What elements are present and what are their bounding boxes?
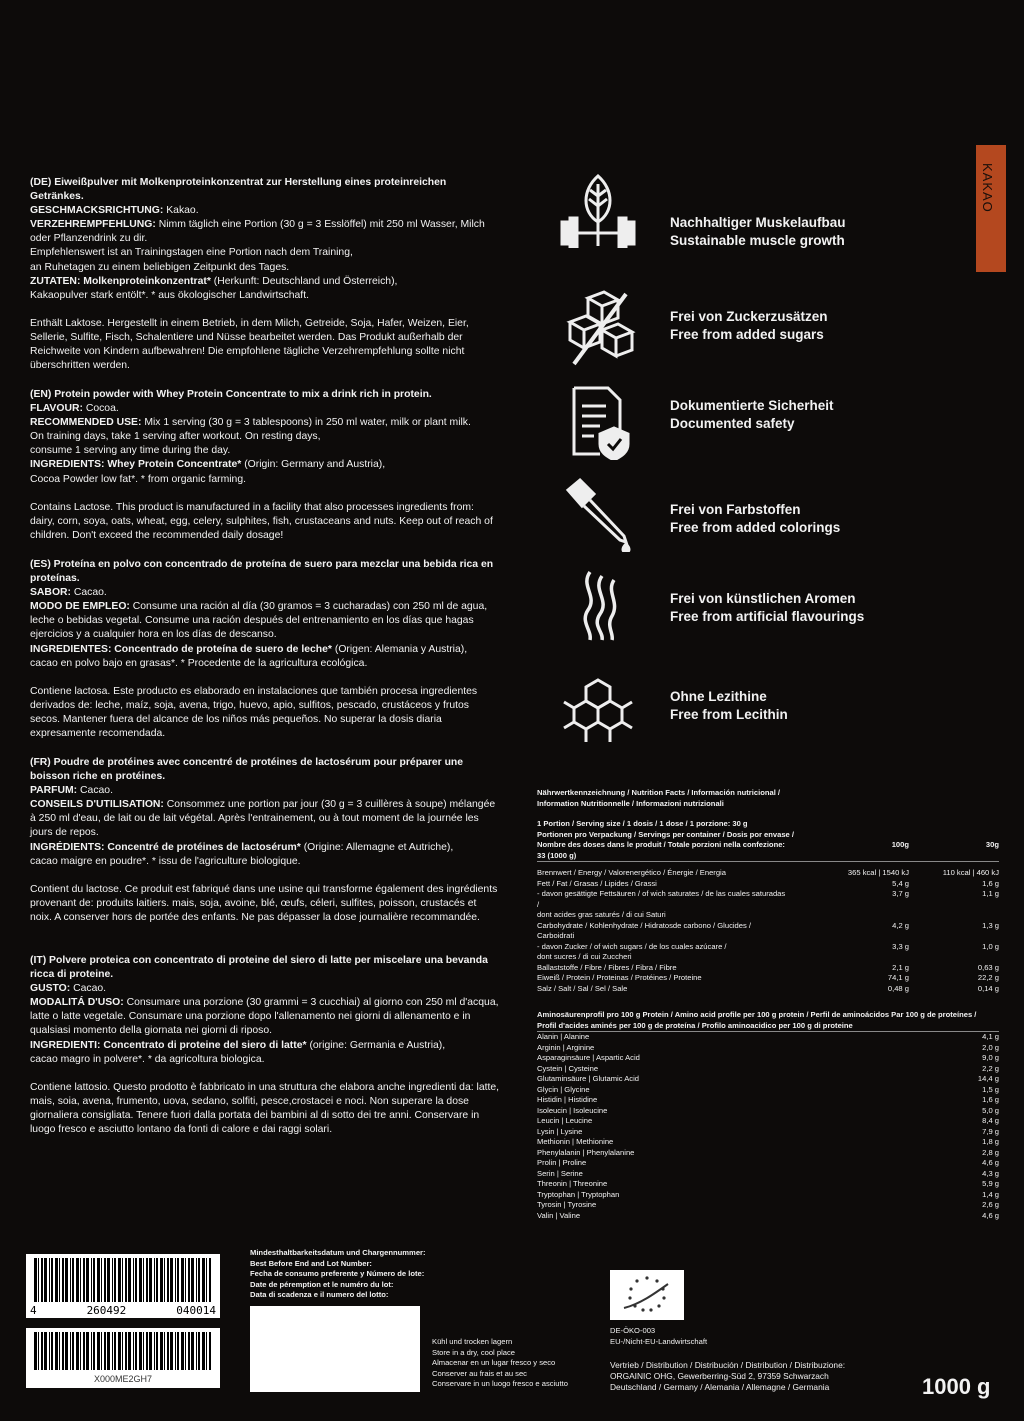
en-use2: On training days, take 1 serving after workout. On resting days, xyxy=(30,431,321,443)
amino-row-label: Isoleucin | Isoleucine xyxy=(537,1105,608,1115)
amino-row xyxy=(537,1095,999,1106)
feature-lecithin-de: Ohne Lezithine xyxy=(670,689,767,704)
storage-line-2: Store in a dry, cool place xyxy=(432,1347,516,1357)
amino-row-value: 8,4 g xyxy=(982,1116,999,1125)
bbe-block xyxy=(250,1248,426,1301)
es-allergen: Contiene lactosa. Este producto es elaborado en instalaciones que también procesa ingredientes derivados de: leche, maíz, soja, avena, trigo, huevo, apio, sulfitos, pescado, crustáceos y frutos secos. Mantener fuera del alcance de los niños más pequeños. No superar la dosis diaria expresamente recomendada. xyxy=(30,685,478,740)
nutrition-row-label: Ballaststoffe / Fibre / Fibres / Fibra / Fibre xyxy=(537,962,677,972)
it-ing2: cacao magro in polvere*. * da agricoltura biologica. xyxy=(30,1053,265,1065)
section-fr xyxy=(30,756,500,925)
fr-ing2: cacao maigre en poudre*. * issu de l'agriculture biologique. xyxy=(30,855,301,867)
amino-row xyxy=(537,1032,999,1043)
amino-row-value: 7,9 g xyxy=(982,1126,999,1136)
bbe-line-4: Date de péremption et le numéro du lot: xyxy=(250,1279,394,1289)
es-ing: (Origen: Alemania y Austria), xyxy=(334,643,468,655)
feature-colorings xyxy=(560,476,960,556)
nutrition-row xyxy=(537,921,999,942)
nutrition-row xyxy=(537,963,999,974)
en-flavour-label: FLAVOUR: xyxy=(30,403,83,415)
nutrition-row xyxy=(537,879,999,890)
amino-row-label: Lysin | Lysine xyxy=(537,1126,583,1136)
amino-row xyxy=(537,1148,999,1159)
it-ing-label: INGREDIENTI: Concentrato di proteine del siero di latte* xyxy=(30,1039,307,1051)
distribution-line-1: Vertrieb / Distribution / Distribución / Distribution / Distribuzione: xyxy=(610,1360,846,1370)
no-sugar-cubes-icon xyxy=(560,290,636,366)
storage-line-3: Almacenar en un lugar fresco y seco xyxy=(432,1358,556,1367)
amino-profile xyxy=(537,1010,999,1221)
aroma-waves-icon xyxy=(560,566,636,642)
nutrition-row xyxy=(537,984,999,995)
bbe-line-1: Mindesthaltbarkeitsdatum und Chargennummer: xyxy=(250,1248,426,1257)
amino-row-value: 4,1 g xyxy=(982,1032,999,1041)
feature-aromas-en: Free from artificial flavourings xyxy=(670,609,865,624)
eu-organic-logo xyxy=(610,1270,684,1320)
fr-flavour-label: PARFUM: xyxy=(30,785,78,797)
nutrition-row xyxy=(537,973,999,984)
de-flavour-label: GESCHMACKSRICHTUNG: xyxy=(30,205,164,217)
amino-row-label: Histidin | Histidine xyxy=(537,1095,598,1104)
nutrition-row-30g: 110 kcal | 460 kJ xyxy=(942,868,999,877)
feature-muscle-de: Nachhaltiger Muskelaufbau xyxy=(670,215,846,230)
amino-row-value: 2,6 g xyxy=(982,1200,999,1209)
nutrition-row-label: Carbohydrate / Kohlenhydrate / Hidratosde carbono / Glucides / Carboidrati xyxy=(537,920,752,940)
feature-lecithin xyxy=(560,676,960,756)
amino-row xyxy=(537,1053,999,1064)
feature-colorings-en: Free from added colorings xyxy=(670,520,841,535)
nutrition-heading1: Nährwertkennzeichnung / Nutrition Facts / Información nutricional / xyxy=(537,788,781,797)
nutrition-row-100g xyxy=(789,910,909,921)
flavour-tab-label: KAKAO xyxy=(980,163,995,213)
amino-row-label: Leucin | Leucine xyxy=(537,1116,593,1125)
nutrition-portion1: 1 Portion / Serving size / 1 dosis / 1 dose / 1 porzione: 30 g xyxy=(537,819,748,828)
amino-heading1: Aminosäurenprofil pro 100 g Protein / Amino acid profile per 100 g protein / Perfil de aminoácidos Par 100 g de proteínes / xyxy=(537,1010,977,1019)
it-title: (IT) Polvere proteica con concentrato di proteine del siero di latte per miscelare una bevanda ricca di proteine. xyxy=(30,955,488,981)
en-ing2: Cocoa Powder low fat*. * from organic farming. xyxy=(30,473,246,485)
nutrition-row-label: Salz / Salt / Sal / Sel / Sale xyxy=(537,983,628,993)
amino-row-value: 14,4 g xyxy=(977,1074,999,1083)
en-ing-label: INGREDIENTS: Whey Protein Concentrate* xyxy=(30,459,242,471)
amino-row-value: 2,0 g xyxy=(982,1042,999,1052)
nutrition-row-label: dont acides gras saturés / di cui Saturi xyxy=(537,910,666,919)
nutrition-row-label: - davon Zucker / of wich sugars / de los cuales azúcare / xyxy=(537,941,727,951)
de-allergen: Enthält Laktose. Hergestellt in einem Betrieb, in dem Milch, Getreide, Soja, Hafer, Weizen, Eier, Sellerie, Sulfite, Fisch, Schalentiere und Nüsse bearbeitet werden. Das Produkt außerhalb der Reichweite von Kindern aufbewahren! Die empfohlene tägliche Verzehrempfehlung sollte nicht überschritten werden. xyxy=(30,317,469,372)
amino-row-value: 1,6 g xyxy=(982,1095,999,1104)
amino-row-value: 4,6 g xyxy=(982,1158,999,1167)
en-allergen: Contains Lactose. This product is manufactured in a facility that also processes ingredients from: dairy, corn, soya, oats, wheat, egg, celery, sulphites, fish, crustaceans and nuts. Keep out of reach of children. Don't exceed the recommended daily dosage! xyxy=(30,501,493,541)
dropper-icon xyxy=(560,476,636,552)
nutrition-row-30g: 1,3 g xyxy=(982,920,999,930)
nutrition-row-30g: 0,14 g xyxy=(977,983,999,993)
storage-line-5: Conservare in un luogo fresco e asciutto xyxy=(432,1379,568,1388)
amino-row xyxy=(537,1064,999,1075)
eu-leaf-icon xyxy=(610,1270,684,1320)
amino-row xyxy=(537,1127,999,1138)
amino-row xyxy=(537,1200,999,1211)
fr-ing: (Origine: Allemagne et Autriche), xyxy=(303,841,454,853)
ean-barcode xyxy=(26,1254,220,1318)
ean-digit-1: 4 xyxy=(30,1304,37,1317)
amino-row-value: 1,5 g xyxy=(982,1084,999,1094)
nutrition-row-100g: 2,1 g xyxy=(892,962,909,972)
flavour-tab xyxy=(976,145,1006,272)
fr-use: Consommez une portion par jour (30 g = 3 cuillères à soupe) mélangée à 250 ml d'eau, de lait ou de lait végétal. Après l'entrainement, ou à tout moment de la journée les jours de repos. xyxy=(30,799,496,839)
amino-row-label: Valin | Valine xyxy=(537,1210,581,1220)
amino-row xyxy=(537,1158,999,1169)
section-it xyxy=(30,954,500,1137)
en-ing: (Origin: Germany and Austria), xyxy=(244,459,386,471)
nutrition-row-label: Fett / Fat / Grasas / Lipides / Grassi xyxy=(537,878,657,888)
es-ing-label: INGREDIENTES: Concentrado de proteína de suero de leche* xyxy=(30,643,332,655)
en-use-label: RECOMMENDED USE: xyxy=(30,417,142,429)
nutrition-row-30g: 1,1 g xyxy=(982,889,999,898)
nutrition-portion3: Nombre des doses dans le produit / Totale porzioni nella confezione: 33 (1000 g) xyxy=(537,840,785,860)
fnsku-code: X000ME2GH7 xyxy=(93,1374,153,1384)
de-ing: (Herkunft: Deutschland und Österreich), xyxy=(213,275,398,287)
bbe-line-5: Data di scadenza e il numero del lotto: xyxy=(250,1290,389,1299)
ean-digits-2: 260492 xyxy=(86,1304,127,1317)
amino-row xyxy=(537,1137,999,1148)
it-flavour: Cacao. xyxy=(73,983,107,995)
eco-code: DE-ÖKO-003 xyxy=(610,1326,656,1335)
amino-row-label: Phenylalanin | Phenylalanine xyxy=(537,1147,635,1157)
de-title: (DE) Eiweißpulver mit Molkenproteinkonzentrat zur Herstellung eines proteinreichen Getränkes. xyxy=(30,177,447,203)
amino-row-value: 1,4 g xyxy=(982,1189,999,1199)
nutrition-row-100g: 4,2 g xyxy=(892,920,909,930)
amino-row xyxy=(537,1190,999,1201)
nutrition-row-30g: 1,0 g xyxy=(982,941,999,951)
amino-row-label: Serin | Serine xyxy=(537,1168,583,1178)
storage-block xyxy=(432,1337,568,1390)
nutrition-row-100g: 5,4 g xyxy=(892,878,909,888)
nutrition-row-label: Eiweiß / Protein / Proteinas / Protéines / Proteine xyxy=(537,973,702,982)
section-de xyxy=(30,176,500,373)
amino-row xyxy=(537,1116,999,1127)
section-es xyxy=(30,558,500,741)
amino-row xyxy=(537,1211,999,1222)
amino-row-label: Threonin | Threonine xyxy=(537,1179,608,1188)
feature-safety-en: Documented safety xyxy=(670,416,795,431)
lot-number-box xyxy=(250,1306,420,1392)
nutrition-row-30g xyxy=(909,910,999,921)
amino-row-label: Tyrosin | Tyrosine xyxy=(537,1200,597,1209)
nutrition-row-100g: 3,3 g xyxy=(892,941,909,951)
nutrition-facts xyxy=(537,788,999,994)
feature-sugar xyxy=(560,290,960,370)
amino-row-value: 9,0 g xyxy=(982,1053,999,1062)
amino-row-label: Prolin | Proline xyxy=(537,1158,587,1167)
de-ing2: Kakaopulver stark entölt*. * aus ökologischer Landwirtschaft. xyxy=(30,289,309,301)
amino-row xyxy=(537,1179,999,1190)
fnsku-barcode xyxy=(26,1328,220,1388)
feature-aromas-de: Frei von künstlichen Aromen xyxy=(670,591,856,606)
amino-row-label: Glycin | Glycine xyxy=(537,1084,590,1094)
de-use-label: VERZEHREMPFEHLUNG: xyxy=(30,219,156,231)
amino-row-value: 5,0 g xyxy=(982,1105,999,1115)
amino-heading2: Profil d'acides aminés per 100 g de proteína / Profilo aminoacidico per 100 g di proteine xyxy=(537,1020,853,1030)
fr-ing-label: INGRÉDIENTS: Concentré de protéines de lactosérum* xyxy=(30,841,301,853)
nutrition-row xyxy=(537,889,999,910)
nutrition-col2: 30g xyxy=(985,840,999,849)
feature-safety-de: Dokumentierte Sicherheit xyxy=(670,398,834,413)
amino-row xyxy=(537,1106,999,1117)
molecule-icon xyxy=(560,676,636,752)
ean-digits-3: 040014 xyxy=(176,1304,216,1317)
nutrition-row xyxy=(537,868,999,879)
amino-row xyxy=(537,1074,999,1085)
bbe-line-2: Best Before End and Lot Number: xyxy=(250,1258,372,1268)
nutrition-row-label: dont sucres / di cui Zuccheri xyxy=(537,952,632,961)
de-use: Nimm täglich eine Portion (30 g = 3 Esslöffel) mit 250 ml Wasser, Milch oder Pflanzendrink zu dir. xyxy=(30,219,485,245)
amino-row-value: 4,3 g xyxy=(982,1168,999,1178)
nutrition-row-30g: 22,2 g xyxy=(977,973,999,982)
fr-allergen: Contient du lactose. Ce produit est fabriqué dans une usine qui transforme également des ingrédients provenant de: produits laitiers. mais, soja, avoine, blé, œufs, céleri, sulfites, poisson, crustacés et noix. A conserver hors de portée des enfants. Ne pas dépasser la dose journalière recommandée. xyxy=(30,883,498,923)
fr-title: (FR) Poudre de protéines avec concentré de protéines de lactosérum pour préparer une boisson riche en protéines. xyxy=(30,757,464,783)
feature-muscle-en: Sustainable muscle growth xyxy=(670,233,845,248)
amino-row xyxy=(537,1169,999,1180)
feature-lecithin-en: Free from Lecithin xyxy=(670,707,788,722)
nutrition-row-label: Brennwert / Energy / Valorenergético / Énergie / Energia xyxy=(537,868,726,877)
nutrition-portion2: Portionen pro Verpackung / Servings per container / Dosis por envase / xyxy=(537,829,794,839)
de-ing-label: ZUTATEN: Molkenproteinkonzentrat* xyxy=(30,275,211,287)
nutrition-col1: 100g xyxy=(891,840,909,849)
document-shield-icon xyxy=(560,384,636,460)
en-use3: consume 1 serving any time during the day. xyxy=(30,445,231,457)
amino-row-value: 2,2 g xyxy=(982,1063,999,1073)
es-flavour: Cacao. xyxy=(73,587,107,599)
amino-row-label: Methionin | Methionine xyxy=(537,1137,614,1146)
feature-aromas xyxy=(560,566,960,646)
it-ing: (origine: Germania e Austria), xyxy=(309,1039,446,1051)
de-flavour: Kakao. xyxy=(166,205,199,217)
bbe-line-3: Fecha de consumo preferente y Número de lote: xyxy=(250,1269,425,1278)
es-use-label: MODO DE EMPLEO: xyxy=(30,601,130,613)
de-use3: an Ruhetagen zu einem beliebigen Zeitpunkt des Tages. xyxy=(30,261,290,273)
amino-row-value: 1,8 g xyxy=(982,1137,999,1146)
nutrition-heading2: Information Nutritionnelle / Informazioni nutrizionali xyxy=(537,798,724,808)
fnsku-barcode-bars xyxy=(26,1328,220,1372)
feature-colorings-de: Frei von Farbstoffen xyxy=(670,502,801,517)
it-allergen: Contiene lattosio. Questo prodotto è fabbricato in una struttura che elabora anche ingredienti da: latte, mais, soia, avena, frumento, uova, sedano, solfiti, pesce,crostacei e noci. Non superare la dose giornaliera consigliata. Tenere fuori dalla portata dei bambini al di sotto dei tre anni. Conservare in luogo fresco e asciutto lontano da fonti di calore e dai raggi solari. xyxy=(30,1081,500,1136)
amino-row-label: Alanin | Alanine xyxy=(537,1032,590,1041)
nutrition-row-100g: 365 kcal | 1540 kJ xyxy=(847,868,909,877)
amino-row-value: 4,6 g xyxy=(982,1210,999,1220)
eco-origin: EU-/Nicht-EU-Landwirtschaft xyxy=(610,1336,708,1346)
it-use-label: MODALITÁ D'USO: xyxy=(30,997,124,1009)
nutrition-row-100g xyxy=(789,952,909,963)
de-use2: Empfehlenswert ist an Trainingstagen eine Portion nach dem Training, xyxy=(30,247,353,259)
es-use: Consume una ración al día (30 gramos = 3 cucharadas) con 250 ml de agua, leche o bebidas vegetal. Consume una ración después del entrenamiento en los días que hagas ejercicios y a cualquier hora en los días de descanso. xyxy=(30,601,488,641)
nutrition-row-100g: 0,48 g xyxy=(887,983,909,993)
it-flavour-label: GUSTO: xyxy=(30,983,71,995)
nutrition-row xyxy=(537,942,999,953)
section-en xyxy=(30,388,500,543)
net-weight: 1000 g xyxy=(922,1374,991,1399)
feature-sugar-de: Frei von Zuckerzusätzen xyxy=(670,309,828,324)
storage-line-4: Conserver au frais et au sec xyxy=(432,1368,527,1378)
amino-row-label: Asparaginsäure | Aspartic Acid xyxy=(537,1053,640,1062)
feature-safety xyxy=(560,384,960,464)
nutrition-row-30g: 1,6 g xyxy=(982,878,999,888)
amino-row xyxy=(537,1043,999,1054)
amino-row-value: 2,8 g xyxy=(982,1147,999,1157)
feature-sugar-en: Free from added sugars xyxy=(670,327,824,342)
distribution-line-2: ORGAINIC OHG, Gewerberring-Süd 2, 97359 Schwarzach xyxy=(610,1371,829,1381)
feature-muscle xyxy=(560,172,960,252)
fr-use-label: CONSEILS D'UTILISATION: xyxy=(30,799,164,811)
nutrition-row-100g: 3,7 g xyxy=(892,889,909,898)
amino-row-label: Tryptophan | Tryptophan xyxy=(537,1189,620,1199)
nutrition-row xyxy=(537,952,999,963)
amino-row-label: Glutaminsäure | Glutamic Acid xyxy=(537,1074,639,1083)
fr-flavour: Cacao. xyxy=(80,785,113,797)
es-title: (ES) Proteína en polvo con concentrado de proteína de suero para mezclar una bebida rica en proteínas. xyxy=(30,559,494,585)
nutrition-row-30g: 0,63 g xyxy=(977,962,999,972)
nutrition-row xyxy=(537,910,999,921)
amino-row-value: 5,9 g xyxy=(982,1179,999,1188)
ean-barcode-bars xyxy=(26,1254,220,1304)
amino-row xyxy=(537,1085,999,1096)
en-use: Mix 1 serving (30 g = 3 tablespoons) in 250 ml water, milk or plant milk. xyxy=(144,417,471,429)
eco-block xyxy=(610,1326,707,1347)
leaf-dumbbell-icon xyxy=(560,172,636,248)
distribution-line-3: Deutschland / Germany / Alemania / Allemagne / Germania xyxy=(610,1382,830,1392)
it-use: Consumare una porzione (30 grammi = 3 cucchiai) al giorno con 250 ml d'acqua, latte o latte vegetale. Consumare una porzione dopo l'allenamento nei giorni di allenamento e in qualsiasi momento della giornata nei giorni di riposo. xyxy=(30,997,499,1037)
es-flavour-label: SABOR: xyxy=(30,587,71,599)
nutrition-row-30g xyxy=(909,952,999,963)
nutrition-row-100g: 74,1 g xyxy=(887,973,909,982)
amino-row-label: Cystein | Cysteine xyxy=(537,1063,599,1073)
en-title: (EN) Protein powder with Whey Protein Concentrate to mix a drink rich in protein. xyxy=(30,389,432,400)
amino-row-label: Arginin | Arginine xyxy=(537,1042,595,1052)
es-ing2: cacao en polvo bajo en grasas*. * Procedente de la agricultura ecológica. xyxy=(30,657,368,669)
storage-line-1: Kühl und trocken lagern xyxy=(432,1337,513,1346)
en-flavour: Cocoa. xyxy=(85,403,119,415)
nutrition-row-label: - davon gesättigte Fettsäuren / of wich saturates / de las cuales saturadas / xyxy=(537,889,786,909)
distribution-block xyxy=(610,1360,845,1393)
